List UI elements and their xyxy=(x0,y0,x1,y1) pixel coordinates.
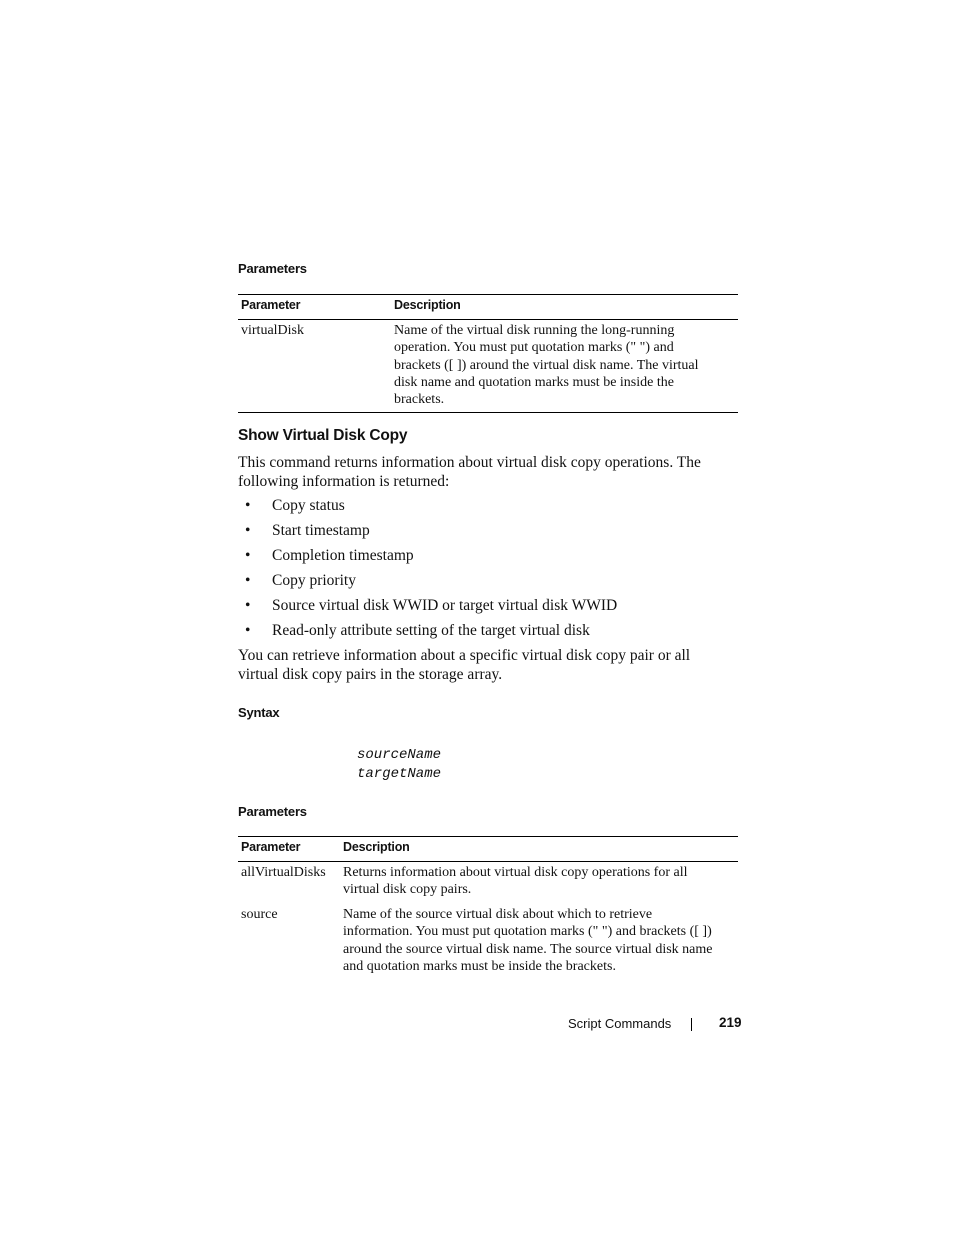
paragraph-line: You can retrieve information about a specific virtual disk copy pair or all xyxy=(238,647,691,664)
table-header-row xyxy=(238,295,738,320)
description-line: disk name and quotation marks must be inside the xyxy=(394,374,674,390)
parameter-name: source xyxy=(241,907,278,922)
syntax-line: targetName xyxy=(357,766,442,782)
table-header-description: Description xyxy=(394,298,461,312)
description-line: brackets ([ ]) around the virtual disk name. The virtual xyxy=(394,357,699,373)
description-line: brackets. xyxy=(394,392,445,408)
description-line: operation. You must put quotation marks (" ") and xyxy=(394,340,674,356)
section-heading: Show Virtual Disk Copy xyxy=(238,427,408,444)
paragraph-line: following information is returned: xyxy=(238,472,450,490)
footer-section-name: Script Commands xyxy=(568,1016,672,1031)
description-line: virtual disk copy pairs. xyxy=(343,882,472,898)
parameter-name: virtualDisk xyxy=(241,323,304,338)
description-line: around the source virtual disk name. The source virtual disk name xyxy=(343,941,713,957)
bullet-icon: • xyxy=(245,572,251,589)
description-line: Name of the source virtual disk about which to retrieve xyxy=(343,907,653,922)
table-header-description: Description xyxy=(343,840,410,854)
paragraph-line: This command returns information about virtual disk copy operations. The xyxy=(238,454,701,471)
footer-divider xyxy=(691,1018,692,1031)
table-header-parameter: Parameter xyxy=(241,840,301,854)
parameter-name: allVirtualDisks xyxy=(241,865,326,880)
parameter-description xyxy=(343,864,735,899)
description-line: Returns information about virtual disk copy operations for all xyxy=(343,865,688,880)
syntax-label: Syntax xyxy=(238,705,280,720)
description-line: information. You must put quotation marks (" ") and brackets ([ ]) xyxy=(343,924,712,940)
table-row xyxy=(238,864,738,906)
parameters-label: Parameters xyxy=(238,261,307,276)
syntax-code-block xyxy=(357,746,441,784)
bullet-icon: • xyxy=(245,547,251,564)
parameter-description xyxy=(394,322,734,408)
parameter-description xyxy=(343,906,735,975)
syntax-line: sourceName xyxy=(357,747,442,763)
parameters-label: Parameters xyxy=(238,804,307,819)
bullet-icon: • xyxy=(245,622,251,639)
intro-paragraph xyxy=(238,454,738,491)
retrieve-paragraph xyxy=(238,647,738,684)
bullet-icon: • xyxy=(245,497,251,514)
bullet-icon: • xyxy=(245,522,251,539)
page-number: 219 xyxy=(719,1015,742,1030)
table-header-parameter: Parameter xyxy=(241,298,301,312)
table-header-row xyxy=(238,837,738,862)
parameters-table-copy xyxy=(238,836,738,977)
description-line: and quotation marks must be inside the brackets. xyxy=(343,958,616,974)
paragraph-line: virtual disk copy pairs in the storage array. xyxy=(238,665,503,683)
description-line: Name of the virtual disk running the long-running xyxy=(394,323,675,338)
bullet-icon: • xyxy=(245,597,251,614)
parameters-table-virtual-disk xyxy=(238,294,738,413)
